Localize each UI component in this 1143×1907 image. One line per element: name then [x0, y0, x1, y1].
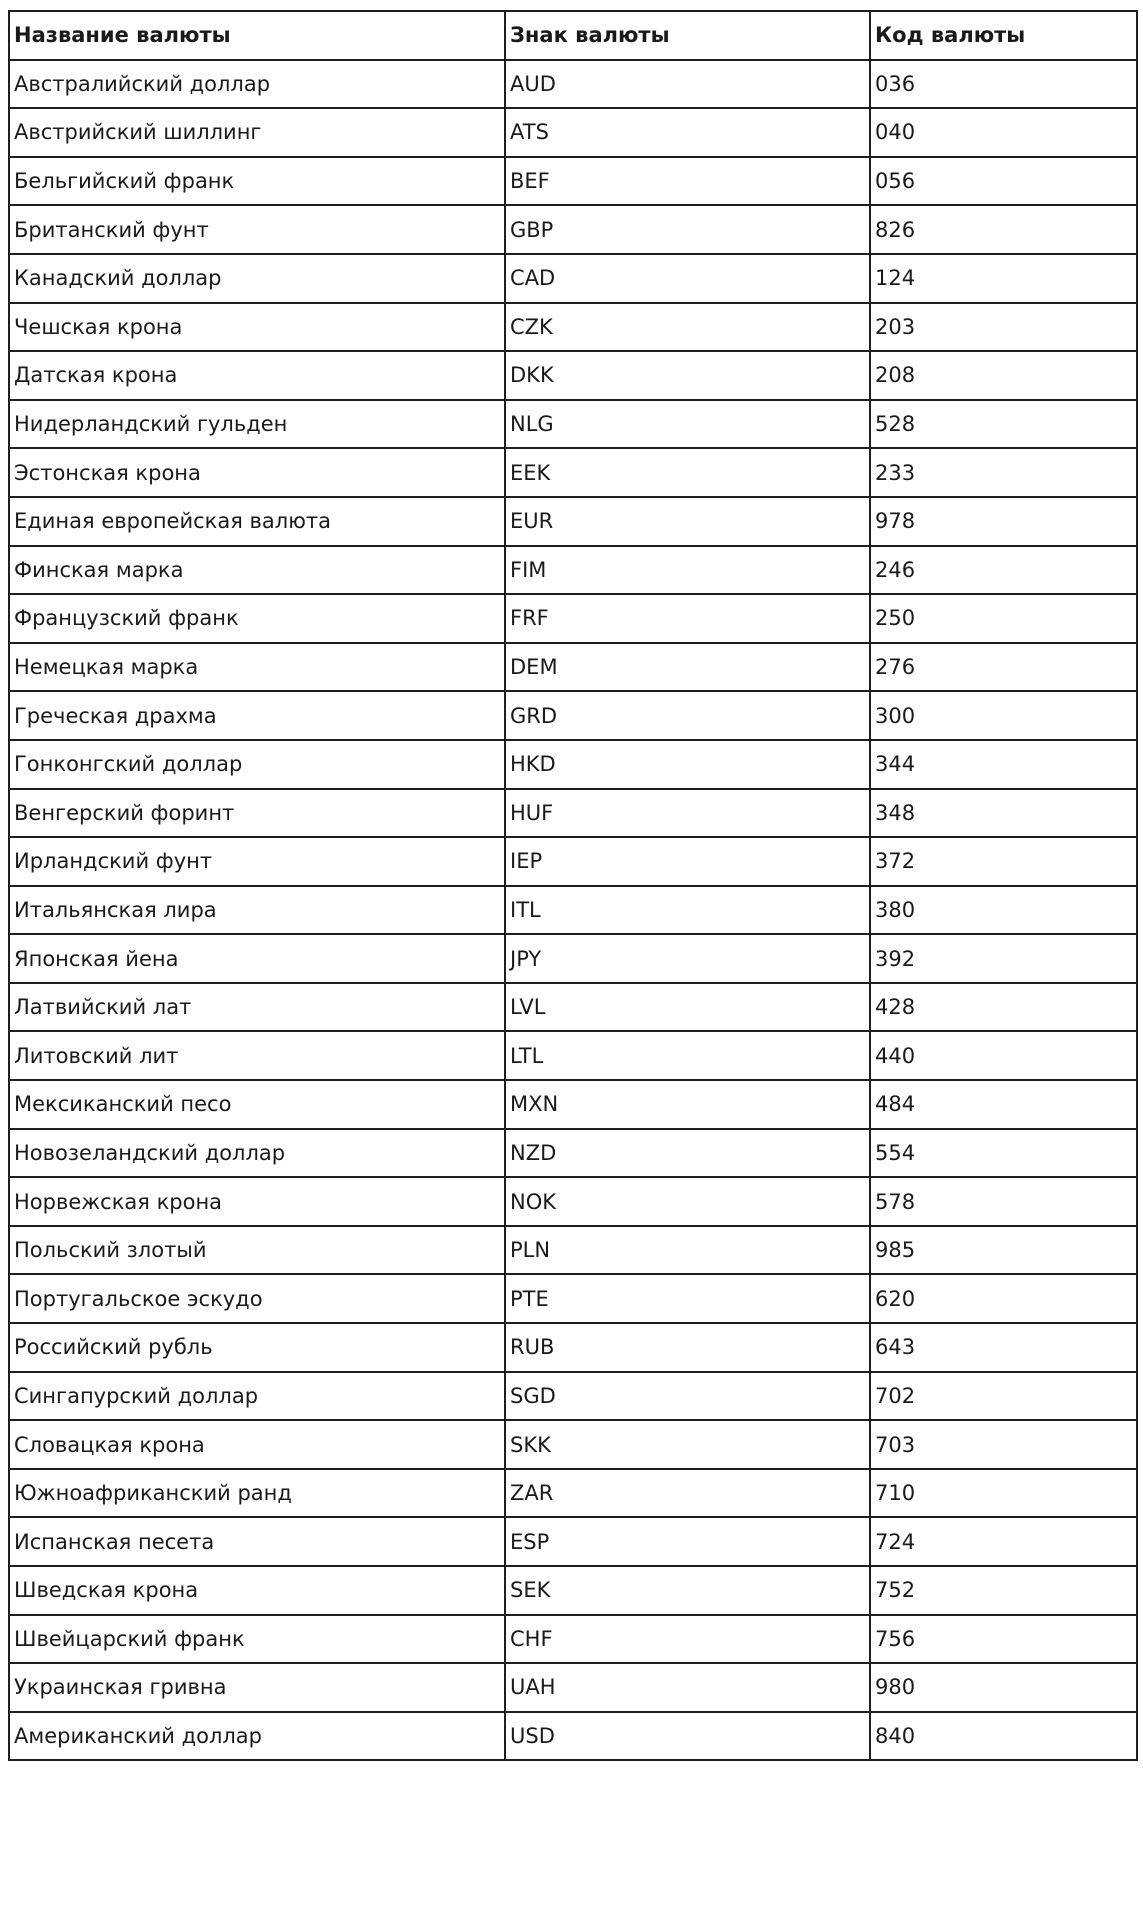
table-row — [9, 303, 1137, 352]
currency-name-cell: Швейцарский франк — [9, 1615, 505, 1664]
table-row — [9, 60, 1137, 109]
table-row — [9, 205, 1137, 254]
currency-name-cell: Испанская песета — [9, 1517, 505, 1566]
currency-code-cell: 702 — [870, 1372, 1137, 1421]
currency-table — [8, 10, 1138, 1761]
currency-sign-cell: IEP — [505, 837, 870, 886]
currency-sign-cell: DKK — [505, 351, 870, 400]
currency-name-cell: Португальское эскудо — [9, 1274, 505, 1323]
currency-name-cell: Греческая драхма — [9, 691, 505, 740]
currency-name-cell: Американский доллар — [9, 1712, 505, 1761]
currency-code-cell: 703 — [870, 1420, 1137, 1469]
currency-name-cell: Финская марка — [9, 546, 505, 595]
currency-code-cell: 380 — [870, 886, 1137, 935]
currency-code-cell: 392 — [870, 934, 1137, 983]
currency-sign-cell: ATS — [505, 108, 870, 157]
currency-sign-cell: JPY — [505, 934, 870, 983]
currency-name-cell: Гонконгский доллар — [9, 740, 505, 789]
currency-sign-cell: GRD — [505, 691, 870, 740]
currency-sign-cell: NOK — [505, 1177, 870, 1226]
currency-sign-cell: CHF — [505, 1615, 870, 1664]
table-row — [9, 157, 1137, 206]
currency-name-cell: Канадский доллар — [9, 254, 505, 303]
currency-code-cell: 643 — [870, 1323, 1137, 1372]
table-header — [9, 11, 1137, 60]
currency-sign-cell: SGD — [505, 1372, 870, 1421]
table-row — [9, 1080, 1137, 1129]
currency-table-container — [8, 10, 1136, 1761]
currency-sign-cell: CAD — [505, 254, 870, 303]
table-row — [9, 1323, 1137, 1372]
table-row — [9, 497, 1137, 546]
table-row — [9, 1372, 1137, 1421]
table-row — [9, 1663, 1137, 1712]
currency-code-cell: 985 — [870, 1226, 1137, 1275]
currency-name-cell: Эстонская крона — [9, 448, 505, 497]
currency-name-cell: Украинская гривна — [9, 1663, 505, 1712]
currency-sign-cell: MXN — [505, 1080, 870, 1129]
currency-name-cell: Французский франк — [9, 594, 505, 643]
currency-code-cell: 578 — [870, 1177, 1137, 1226]
currency-code-cell: 826 — [870, 205, 1137, 254]
currency-sign-cell: NZD — [505, 1129, 870, 1178]
currency-sign-cell: ESP — [505, 1517, 870, 1566]
table-row — [9, 983, 1137, 1032]
table-row — [9, 740, 1137, 789]
currency-name-cell: Российский рубль — [9, 1323, 505, 1372]
currency-name-cell: Польский злотый — [9, 1226, 505, 1275]
currency-sign-cell: EEK — [505, 448, 870, 497]
currency-code-cell: 348 — [870, 789, 1137, 838]
currency-code-cell: 428 — [870, 983, 1137, 1032]
table-row — [9, 1129, 1137, 1178]
header-currency-code: Код валюты — [870, 11, 1137, 60]
currency-code-cell: 372 — [870, 837, 1137, 886]
currency-sign-cell: USD — [505, 1712, 870, 1761]
currency-name-cell: Нидерландский гульден — [9, 400, 505, 449]
currency-sign-cell: NLG — [505, 400, 870, 449]
table-row — [9, 886, 1137, 935]
table-row — [9, 546, 1137, 595]
table-row — [9, 643, 1137, 692]
currency-name-cell: Британский фунт — [9, 205, 505, 254]
currency-name-cell: Словацкая крона — [9, 1420, 505, 1469]
currency-name-cell: Ирландский фунт — [9, 837, 505, 886]
currency-sign-cell: ZAR — [505, 1469, 870, 1518]
currency-sign-cell: CZK — [505, 303, 870, 352]
currency-code-cell: 203 — [870, 303, 1137, 352]
currency-name-cell: Сингапурский доллар — [9, 1372, 505, 1421]
currency-sign-cell: ITL — [505, 886, 870, 935]
currency-code-cell: 208 — [870, 351, 1137, 400]
currency-sign-cell: UAH — [505, 1663, 870, 1712]
currency-name-cell: Новозеландский доллар — [9, 1129, 505, 1178]
currency-code-cell: 344 — [870, 740, 1137, 789]
table-row — [9, 1615, 1137, 1664]
table-body — [9, 60, 1137, 1761]
table-row — [9, 1274, 1137, 1323]
table-row — [9, 691, 1137, 740]
currency-sign-cell: AUD — [505, 60, 870, 109]
currency-code-cell: 724 — [870, 1517, 1137, 1566]
currency-code-cell: 978 — [870, 497, 1137, 546]
currency-sign-cell: SKK — [505, 1420, 870, 1469]
table-row — [9, 254, 1137, 303]
table-row — [9, 837, 1137, 886]
currency-name-cell: Японская йена — [9, 934, 505, 983]
currency-sign-cell: RUB — [505, 1323, 870, 1372]
table-row — [9, 594, 1137, 643]
table-row — [9, 1031, 1137, 1080]
table-row — [9, 1566, 1137, 1615]
currency-name-cell: Литовский лит — [9, 1031, 505, 1080]
currency-sign-cell: HUF — [505, 789, 870, 838]
currency-name-cell: Австрийский шиллинг — [9, 108, 505, 157]
currency-name-cell: Чешская крона — [9, 303, 505, 352]
currency-name-cell: Латвийский лат — [9, 983, 505, 1032]
currency-code-cell: 756 — [870, 1615, 1137, 1664]
currency-code-cell: 554 — [870, 1129, 1137, 1178]
currency-name-cell: Шведская крона — [9, 1566, 505, 1615]
currency-sign-cell: HKD — [505, 740, 870, 789]
table-row — [9, 1712, 1137, 1761]
currency-code-cell: 528 — [870, 400, 1137, 449]
currency-code-cell: 276 — [870, 643, 1137, 692]
currency-code-cell: 752 — [870, 1566, 1137, 1615]
currency-sign-cell: BEF — [505, 157, 870, 206]
currency-code-cell: 233 — [870, 448, 1137, 497]
table-row — [9, 1177, 1137, 1226]
currency-code-cell: 840 — [870, 1712, 1137, 1761]
currency-sign-cell: PTE — [505, 1274, 870, 1323]
currency-sign-cell: FRF — [505, 594, 870, 643]
header-currency-sign: Знак валюты — [505, 11, 870, 60]
currency-name-cell: Австралийский доллар — [9, 60, 505, 109]
currency-code-cell: 036 — [870, 60, 1137, 109]
header-currency-name: Название валюты — [9, 11, 505, 60]
currency-sign-cell: GBP — [505, 205, 870, 254]
table-row — [9, 1517, 1137, 1566]
currency-code-cell: 710 — [870, 1469, 1137, 1518]
currency-code-cell: 056 — [870, 157, 1137, 206]
currency-name-cell: Бельгийский франк — [9, 157, 505, 206]
currency-name-cell: Итальянская лира — [9, 886, 505, 935]
currency-sign-cell: EUR — [505, 497, 870, 546]
table-row — [9, 448, 1137, 497]
table-row — [9, 789, 1137, 838]
currency-name-cell: Южноафриканский ранд — [9, 1469, 505, 1518]
header-row — [9, 11, 1137, 60]
currency-code-cell: 124 — [870, 254, 1137, 303]
table-row — [9, 400, 1137, 449]
currency-code-cell: 040 — [870, 108, 1137, 157]
table-row — [9, 1226, 1137, 1275]
currency-sign-cell: SEK — [505, 1566, 870, 1615]
currency-code-cell: 300 — [870, 691, 1137, 740]
table-row — [9, 934, 1137, 983]
currency-code-cell: 440 — [870, 1031, 1137, 1080]
currency-name-cell: Венгерский форинт — [9, 789, 505, 838]
currency-name-cell: Мексиканский песо — [9, 1080, 505, 1129]
currency-code-cell: 484 — [870, 1080, 1137, 1129]
currency-sign-cell: LTL — [505, 1031, 870, 1080]
currency-code-cell: 980 — [870, 1663, 1137, 1712]
currency-code-cell: 250 — [870, 594, 1137, 643]
currency-name-cell: Единая европейская валюта — [9, 497, 505, 546]
table-row — [9, 108, 1137, 157]
table-row — [9, 1469, 1137, 1518]
currency-sign-cell: PLN — [505, 1226, 870, 1275]
currency-name-cell: Немецкая марка — [9, 643, 505, 692]
currency-name-cell: Датская крона — [9, 351, 505, 400]
currency-sign-cell: LVL — [505, 983, 870, 1032]
table-row — [9, 1420, 1137, 1469]
currency-code-cell: 246 — [870, 546, 1137, 595]
currency-sign-cell: FIM — [505, 546, 870, 595]
currency-code-cell: 620 — [870, 1274, 1137, 1323]
table-row — [9, 351, 1137, 400]
currency-name-cell: Норвежская крона — [9, 1177, 505, 1226]
currency-sign-cell: DEM — [505, 643, 870, 692]
